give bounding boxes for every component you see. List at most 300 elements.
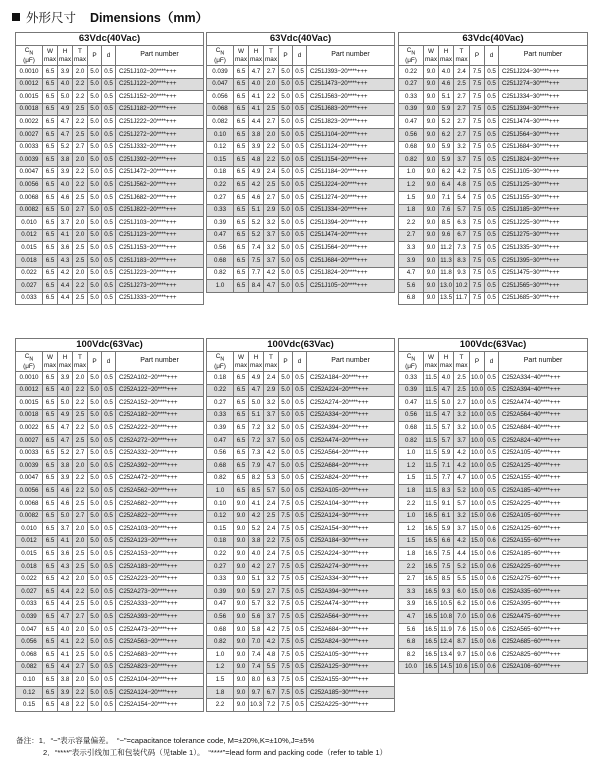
capacitance-cell: 0.0010 — [16, 66, 43, 79]
part-number-cell: C251J104−20****+++ — [307, 128, 395, 141]
width-cell: 6.5 — [234, 434, 249, 447]
height-cell: 4.9 — [249, 166, 264, 179]
lead-diameter-cell: 0.5 — [293, 523, 307, 536]
thickness-cell: 2.4 — [264, 372, 279, 385]
title-en: Dimensions（mm） — [90, 11, 209, 25]
part-number-cell: C252A334−30****+++ — [307, 573, 395, 586]
p-label: P — [474, 51, 480, 59]
cn-label: C — [215, 353, 221, 361]
pitch-cell: 5.0 — [279, 242, 293, 255]
max-label: max — [439, 55, 453, 63]
height-cell: 12.4 — [439, 636, 454, 649]
header-part-number — [116, 352, 204, 372]
table-row — [399, 204, 588, 217]
pitch-cell: 5.0 — [279, 166, 293, 179]
width-cell: 9.0 — [424, 154, 439, 167]
thickness-cell: 2.2 — [73, 116, 88, 129]
table-row — [399, 242, 588, 255]
part-number-cell: C251J222−20****+++ — [116, 116, 204, 129]
width-cell: 6.5 — [234, 372, 249, 385]
part-number-cell: C252A152−20****+++ — [116, 397, 204, 410]
part-number-cell: C252A564−20****+++ — [307, 447, 395, 460]
height-cell: 4.7 — [58, 116, 73, 129]
lead-diameter-cell: 0.5 — [102, 141, 116, 154]
pitch-cell: 15.0 — [470, 573, 485, 586]
height-cell: 3.7 — [58, 217, 73, 230]
table-row — [16, 179, 204, 192]
lead-diameter-cell: 0.5 — [102, 116, 116, 129]
part-number-cell: C252A474−30****+++ — [307, 598, 395, 611]
capacitance-cell: 0.082 — [16, 661, 43, 674]
pitch-cell: 7.5 — [279, 497, 293, 510]
table-row — [207, 372, 395, 385]
width-cell: 6.5 — [234, 409, 249, 422]
table-row — [16, 242, 204, 255]
lead-diameter-cell: 0.5 — [293, 384, 307, 397]
table-row — [16, 674, 204, 687]
part-label: Part number — [140, 51, 179, 59]
table-row — [16, 66, 204, 79]
capacitance-cell: 0.15 — [207, 154, 234, 167]
part-number-cell: C252A225−40****+++ — [499, 497, 588, 510]
width-cell: 6.5 — [43, 154, 58, 167]
width-cell: 9.0 — [424, 179, 439, 192]
width-cell: 6.5 — [234, 204, 249, 217]
part-number-cell: C252A224−30****+++ — [307, 548, 395, 561]
pitch-cell: 7.5 — [470, 204, 485, 217]
height-cell: 4.0 — [58, 623, 73, 636]
height-cell: 8.5 — [439, 217, 454, 230]
part-number-cell: C251J275−30****+++ — [499, 229, 588, 242]
cn-unit: (μF) — [405, 56, 417, 64]
height-cell: 7.2 — [249, 434, 264, 447]
height-cell: 5.0 — [249, 397, 264, 410]
capacitance-cell: 6.8 — [399, 636, 424, 649]
header-height — [439, 352, 454, 372]
thickness-cell: 3.7 — [264, 434, 279, 447]
part-number-cell: C251J474−30****+++ — [499, 116, 588, 129]
thickness-cell: 2.9 — [264, 204, 279, 217]
part-number-cell: C251J225−30****+++ — [499, 217, 588, 230]
lead-diameter-cell: 0.5 — [293, 103, 307, 116]
thickness-cell: 2.2 — [73, 686, 88, 699]
pitch-cell: 5.0 — [88, 179, 102, 192]
capacitance-cell: 0.0027 — [16, 128, 43, 141]
table-row — [207, 623, 395, 636]
t-label: T — [459, 48, 464, 56]
lead-diameter-cell: 0.6 — [485, 649, 499, 662]
pitch-cell: 7.5 — [279, 699, 293, 712]
thickness-cell: 6.7 — [264, 686, 279, 699]
height-cell: 7.5 — [439, 560, 454, 573]
part-number-cell: C251J562−20****+++ — [116, 179, 204, 192]
width-cell: 6.5 — [43, 128, 58, 141]
cn-subscript: N — [220, 356, 225, 363]
part-number-cell: C252A395−60****+++ — [499, 598, 588, 611]
part-label: Part number — [140, 357, 179, 365]
table-row — [207, 254, 395, 267]
max-label: max — [249, 361, 263, 369]
table-row — [207, 611, 395, 624]
thickness-cell: 2.0 — [264, 128, 279, 141]
table-row — [399, 384, 588, 397]
height-cell: 5.9 — [439, 523, 454, 536]
width-cell: 6.5 — [234, 116, 249, 129]
p-label: P — [283, 357, 288, 365]
pitch-cell: 5.0 — [279, 460, 293, 473]
h-label: H — [443, 354, 449, 362]
header-height — [58, 352, 73, 372]
part-number-cell: C252A104−30****+++ — [307, 497, 395, 510]
width-cell: 6.5 — [43, 497, 58, 510]
table-row — [16, 560, 204, 573]
pitch-cell: 7.5 — [470, 179, 485, 192]
width-cell: 9.0 — [234, 523, 249, 536]
pitch-cell: 10.0 — [470, 372, 485, 385]
width-cell: 9.0 — [234, 661, 249, 674]
part-number-cell: C251J684−30****+++ — [499, 141, 588, 154]
table-row — [16, 485, 204, 498]
table-row — [399, 116, 588, 129]
table-row — [207, 91, 395, 104]
part-number-cell: C252A333−20****+++ — [116, 598, 204, 611]
part-number-cell: C251J334−30****+++ — [499, 91, 588, 104]
part-number-cell: C252A334−20****+++ — [307, 409, 395, 422]
header-thickness — [264, 46, 279, 66]
height-cell: 4.6 — [58, 497, 73, 510]
width-cell: 11.5 — [424, 434, 439, 447]
pitch-cell: 7.5 — [470, 292, 485, 305]
lead-diameter-cell: 0.5 — [485, 217, 499, 230]
capacitance-cell: 2.2 — [399, 217, 424, 230]
capacitance-cell: 0.0047 — [16, 472, 43, 485]
width-cell: 6.5 — [43, 548, 58, 561]
width-cell: 9.0 — [234, 623, 249, 636]
lead-diameter-cell: 0.5 — [102, 649, 116, 662]
thickness-cell: 2.4 — [264, 497, 279, 510]
capacitance-cell: 0.012 — [16, 535, 43, 548]
capacitance-cell: 0.015 — [16, 242, 43, 255]
thickness-cell: 2.2 — [73, 397, 88, 410]
thickness-cell: 2.7 — [454, 128, 470, 141]
height-cell: 5.2 — [249, 229, 264, 242]
part-label: Part number — [331, 357, 370, 365]
table-row — [16, 254, 204, 267]
pitch-cell: 15.0 — [470, 649, 485, 662]
thickness-cell: 2.5 — [73, 254, 88, 267]
part-number-cell: C252A824−20****+++ — [307, 472, 395, 485]
part-number-cell: C251J274−20****+++ — [307, 191, 395, 204]
lead-diameter-cell: 0.5 — [293, 397, 307, 410]
t-label: T — [78, 48, 82, 56]
cn-unit: (μF) — [214, 362, 226, 370]
height-cell: 14.5 — [439, 661, 454, 674]
capacitance-cell: 0.82 — [399, 154, 424, 167]
width-cell: 6.5 — [43, 523, 58, 536]
width-cell: 6.5 — [43, 434, 58, 447]
part-number-cell: C252A473−20****+++ — [116, 623, 204, 636]
pitch-cell: 5.0 — [88, 535, 102, 548]
table-row — [399, 460, 588, 473]
width-cell: 9.0 — [424, 292, 439, 305]
lead-diameter-cell: 0.5 — [485, 179, 499, 192]
lead-diameter-cell: 0.5 — [485, 267, 499, 280]
width-cell: 16.5 — [424, 548, 439, 561]
part-number-cell: C252A472−20****+++ — [116, 472, 204, 485]
table-row — [399, 128, 588, 141]
thickness-cell: 3.2 — [264, 217, 279, 230]
width-cell: 6.5 — [43, 636, 58, 649]
lead-diameter-cell: 0.5 — [485, 78, 499, 91]
width-cell: 16.5 — [424, 523, 439, 536]
height-cell: 3.8 — [58, 460, 73, 473]
w-label: W — [237, 48, 245, 56]
height-cell: 5.0 — [58, 397, 73, 410]
height-cell: 7.3 — [249, 447, 264, 460]
width-cell: 9.0 — [424, 217, 439, 230]
capacitance-cell: 0.018 — [16, 254, 43, 267]
lead-diameter-cell: 0.5 — [102, 242, 116, 255]
part-number-cell: C251J332−20****+++ — [116, 141, 204, 154]
capacitance-cell: 1.8 — [399, 204, 424, 217]
header-capacitance — [399, 352, 424, 372]
capacitance-cell: 0.0018 — [16, 103, 43, 116]
width-cell: 9.0 — [424, 116, 439, 129]
part-number-cell: C252A335−60****+++ — [499, 586, 588, 599]
lead-diameter-cell: 0.5 — [102, 154, 116, 167]
pitch-cell: 5.0 — [279, 485, 293, 498]
capacitance-cell: 0.012 — [16, 229, 43, 242]
table-row — [399, 280, 588, 293]
width-cell: 9.0 — [234, 674, 249, 687]
table-caption: 100Vdc(63Vac) — [16, 339, 204, 352]
part-number-cell: C252A185−60****+++ — [499, 548, 588, 561]
table-row — [16, 523, 204, 536]
capacitance-cell: 1.5 — [399, 472, 424, 485]
height-cell: 3.8 — [58, 154, 73, 167]
pitch-cell: 5.0 — [88, 636, 102, 649]
pitch-cell: 7.5 — [470, 78, 485, 91]
pitch-cell: 15.0 — [470, 636, 485, 649]
thickness-cell: 2.2 — [73, 636, 88, 649]
max-label: max — [455, 361, 468, 369]
cn-unit: (μF) — [23, 56, 35, 64]
part-number-cell: C251J333−20****+++ — [116, 292, 204, 305]
thickness-cell: 4.2 — [264, 267, 279, 280]
table-row — [16, 384, 204, 397]
capacitance-cell: 0.068 — [16, 649, 43, 662]
lead-diameter-cell: 0.5 — [102, 548, 116, 561]
pitch-cell: 7.5 — [279, 560, 293, 573]
lead-diameter-cell: 0.5 — [485, 434, 499, 447]
table-caption: 100Vdc(63Vac) — [207, 339, 395, 352]
pitch-cell: 5.0 — [279, 254, 293, 267]
lead-diameter-cell: 0.5 — [293, 661, 307, 674]
height-cell: 3.9 — [58, 66, 73, 79]
pitch-cell: 5.0 — [88, 497, 102, 510]
header-height — [58, 46, 73, 66]
lead-diameter-cell: 0.5 — [485, 128, 499, 141]
width-cell: 6.5 — [43, 384, 58, 397]
table-row — [16, 204, 204, 217]
table-row — [207, 649, 395, 662]
pitch-cell: 7.5 — [470, 141, 485, 154]
pitch-cell: 7.5 — [470, 217, 485, 230]
part-number-cell: C252A124−30****+++ — [307, 510, 395, 523]
thickness-cell: 5.4 — [454, 191, 470, 204]
width-cell: 11.5 — [424, 397, 439, 410]
width-cell: 11.5 — [424, 409, 439, 422]
lead-diameter-cell: 0.5 — [293, 191, 307, 204]
width-cell: 6.5 — [43, 141, 58, 154]
d-label: d — [106, 357, 111, 365]
table-row — [207, 267, 395, 280]
thickness-cell: 2.7 — [264, 191, 279, 204]
lead-diameter-cell: 0.5 — [102, 523, 116, 536]
width-cell: 9.0 — [424, 103, 439, 116]
width-cell: 9.0 — [234, 649, 249, 662]
max-label: max — [424, 55, 438, 63]
pitch-cell: 5.0 — [279, 372, 293, 385]
lead-diameter-cell: 0.5 — [293, 66, 307, 79]
capacitance-cell: 10.0 — [399, 661, 424, 674]
height-cell: 4.7 — [249, 384, 264, 397]
lead-diameter-cell: 0.6 — [485, 535, 499, 548]
max-label: max — [43, 55, 57, 63]
table-caption: 63Vdc(40Vac) — [16, 33, 204, 46]
footnote-2: 2．“****”表示引线加工和包装代码（见table 1）。 “****”=lead form and packing code（refer to table 1） — [43, 748, 388, 757]
pitch-cell: 5.0 — [88, 78, 102, 91]
capacitance-cell: 0.12 — [16, 686, 43, 699]
lead-diameter-cell: 0.5 — [485, 191, 499, 204]
max-label: max — [249, 55, 263, 63]
height-cell: 4.7 — [58, 422, 73, 435]
thickness-cell: 2.5 — [454, 384, 470, 397]
capacitance-cell: 0.33 — [207, 409, 234, 422]
capacitance-cell: 0.56 — [207, 447, 234, 460]
part-number-cell: C251J564−30****+++ — [499, 128, 588, 141]
pitch-cell: 5.0 — [88, 573, 102, 586]
thickness-cell: 5.7 — [264, 485, 279, 498]
lead-diameter-cell: 0.5 — [485, 384, 499, 397]
part-number-cell: C252A822−20****+++ — [116, 510, 204, 523]
thickness-cell: 2.4 — [454, 66, 470, 79]
width-cell: 9.0 — [234, 586, 249, 599]
capacitance-cell: 0.39 — [399, 103, 424, 116]
width-cell: 16.5 — [424, 661, 439, 674]
part-number-cell: C251J273−20****+++ — [116, 280, 204, 293]
p-label: P — [92, 357, 97, 365]
width-cell: 6.5 — [43, 611, 58, 624]
thickness-cell: 2.5 — [454, 372, 470, 385]
cn-subscript: N — [220, 50, 225, 57]
part-number-cell: C252A334−40****+++ — [499, 372, 588, 385]
height-cell: 8.4 — [249, 280, 264, 293]
lead-diameter-cell: 0.5 — [293, 649, 307, 662]
capacitance-cell: 1.2 — [207, 661, 234, 674]
cn-unit: (μF) — [405, 362, 417, 370]
table-row — [16, 497, 204, 510]
pitch-cell: 5.0 — [88, 447, 102, 460]
lead-diameter-cell: 0.5 — [293, 91, 307, 104]
cn-label: C — [24, 47, 30, 55]
pitch-cell: 5.0 — [279, 397, 293, 410]
pitch-cell: 7.5 — [279, 623, 293, 636]
width-cell: 9.0 — [424, 78, 439, 91]
capacitance-cell: 0.68 — [399, 422, 424, 435]
pitch-cell: 7.5 — [470, 254, 485, 267]
lead-diameter-cell: 0.5 — [485, 229, 499, 242]
dimension-table — [398, 338, 588, 674]
thickness-cell: 2.7 — [264, 560, 279, 573]
table-row — [16, 686, 204, 699]
pitch-cell: 5.0 — [279, 204, 293, 217]
table-row — [399, 397, 588, 410]
height-cell: 4.0 — [439, 372, 454, 385]
capacitance-cell: 5.6 — [399, 623, 424, 636]
height-cell: 4.7 — [58, 128, 73, 141]
lead-diameter-cell: 0.5 — [485, 280, 499, 293]
capacitance-cell: 1.0 — [207, 280, 234, 293]
pitch-cell: 5.0 — [279, 229, 293, 242]
table-row — [16, 280, 204, 293]
width-cell: 6.5 — [43, 472, 58, 485]
thickness-cell: 6.7 — [454, 229, 470, 242]
part-number-cell: C252A225−30****+++ — [307, 699, 395, 712]
width-cell: 6.5 — [43, 166, 58, 179]
pitch-cell: 5.0 — [88, 485, 102, 498]
capacitance-cell: 0.010 — [16, 217, 43, 230]
thickness-cell: 4.7 — [454, 472, 470, 485]
capacitance-cell: 1.0 — [399, 510, 424, 523]
lead-diameter-cell: 0.5 — [102, 686, 116, 699]
capacitance-cell: 0.39 — [207, 217, 234, 230]
p-label: P — [474, 357, 480, 365]
thickness-cell: 5.2 — [454, 485, 470, 498]
part-number-cell: C252A393−20****+++ — [116, 611, 204, 624]
part-number-cell: C251J564−20****+++ — [307, 242, 395, 255]
width-cell: 6.5 — [43, 510, 58, 523]
part-number-cell: C252A274−30****+++ — [307, 560, 395, 573]
height-cell: 6.2 — [439, 166, 454, 179]
table-row — [207, 204, 395, 217]
capacitance-cell: 3.3 — [399, 586, 424, 599]
pitch-cell: 10.0 — [470, 422, 485, 435]
table-row — [399, 447, 588, 460]
pitch-cell: 5.0 — [88, 409, 102, 422]
capacitance-cell: 0.33 — [207, 204, 234, 217]
part-number-cell: C251J394−30****+++ — [499, 103, 588, 116]
table-row — [16, 217, 204, 230]
lead-diameter-cell: 0.6 — [485, 623, 499, 636]
pitch-cell: 7.5 — [279, 636, 293, 649]
thickness-cell: 2.5 — [264, 103, 279, 116]
height-cell: 4.7 — [439, 409, 454, 422]
pitch-cell: 5.0 — [88, 154, 102, 167]
pitch-cell: 7.5 — [279, 598, 293, 611]
table-row — [207, 636, 395, 649]
thickness-cell: 2.5 — [73, 497, 88, 510]
height-cell: 4.1 — [249, 103, 264, 116]
part-number-cell: C252A125−40****+++ — [499, 460, 588, 473]
lead-diameter-cell: 0.5 — [102, 217, 116, 230]
thickness-cell: 2.0 — [73, 623, 88, 636]
height-cell: 4.2 — [249, 510, 264, 523]
height-cell: 4.8 — [249, 154, 264, 167]
height-cell: 4.6 — [249, 191, 264, 204]
width-cell: 11.5 — [424, 372, 439, 385]
thickness-cell: 5.2 — [454, 560, 470, 573]
